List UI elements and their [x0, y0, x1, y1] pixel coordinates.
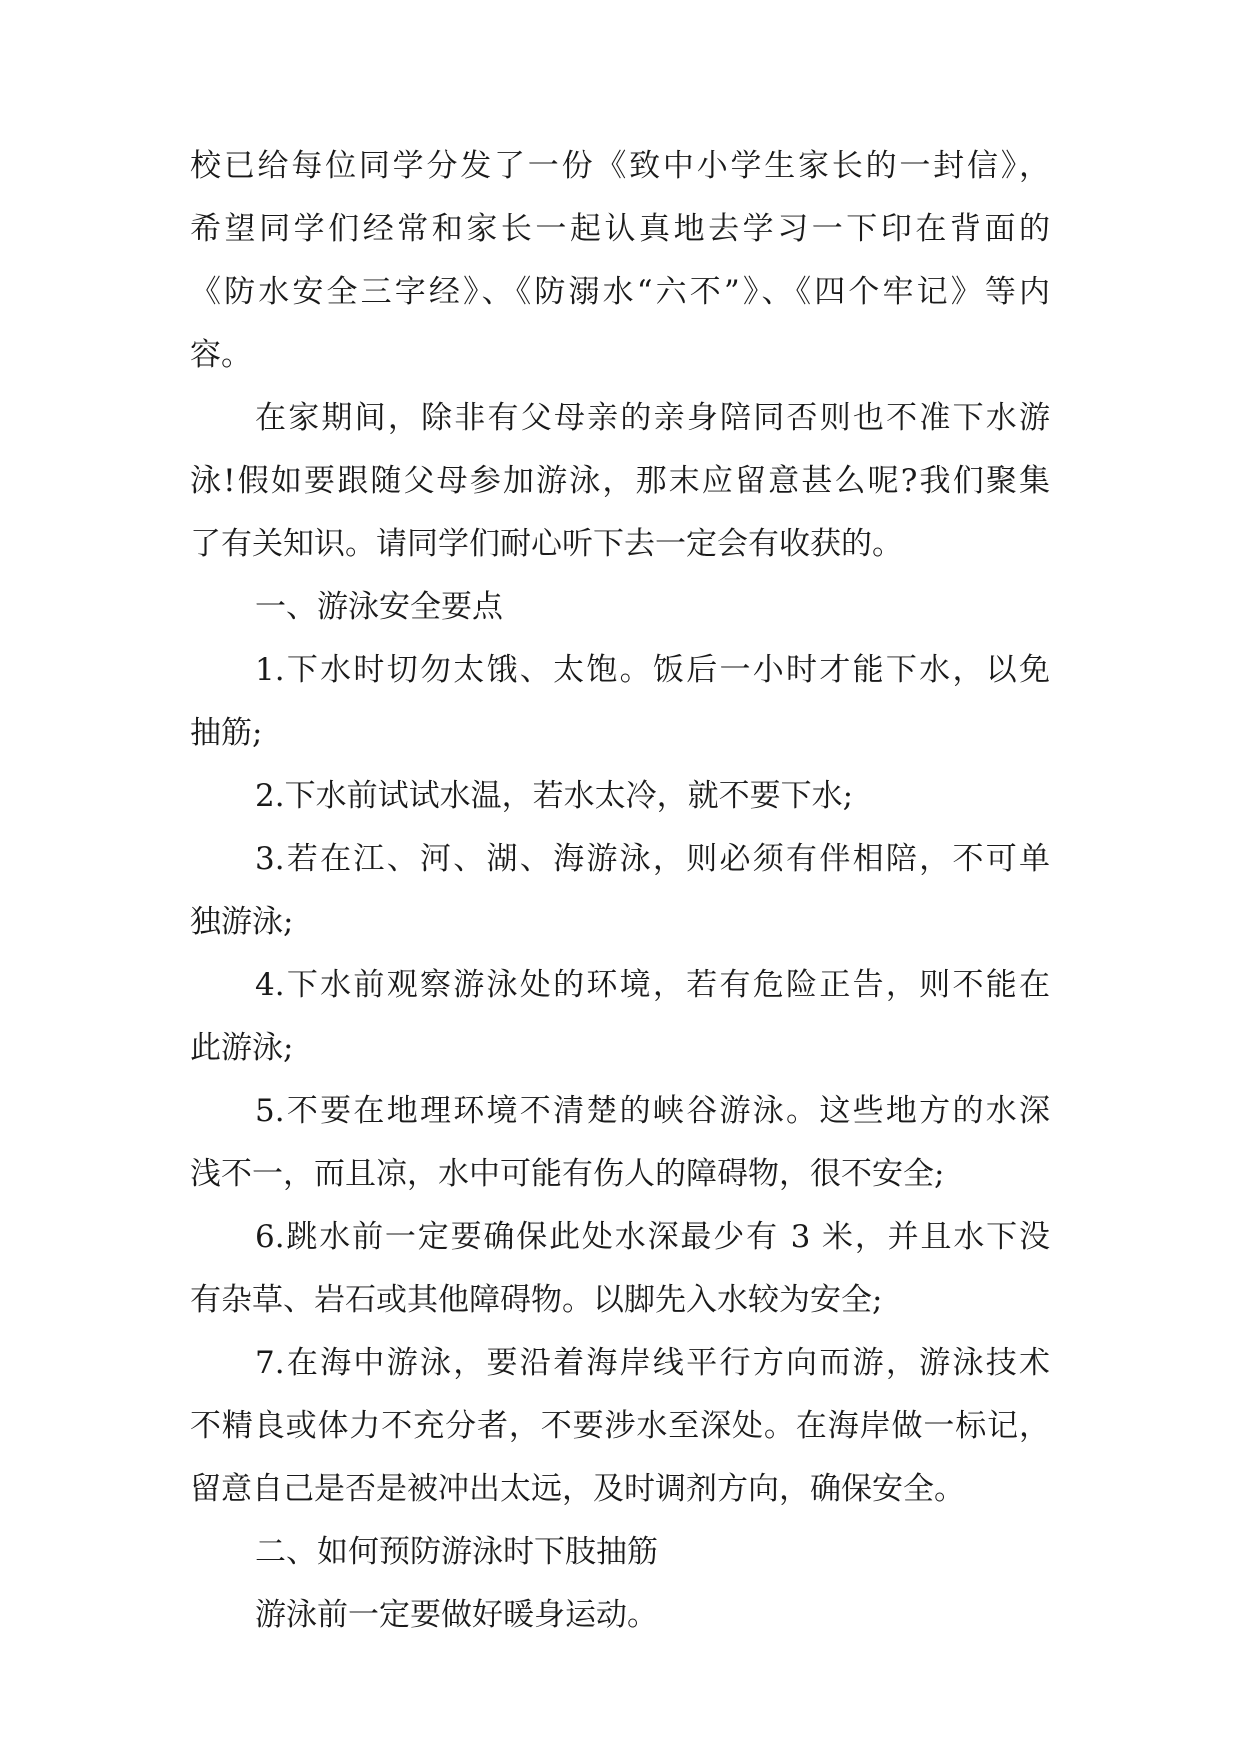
text-line: 《防水安全三字经》、《防溺水“六不”》、《四个牢记》等内 — [190, 274, 1050, 310]
list-item: 3.若在江、河、湖、海游泳，则必须有伴相陪，不可单 — [255, 841, 1050, 877]
text-line: 抽筋; — [190, 715, 263, 751]
list-item: 2.下水前试试水温，若水太冷，就不要下水; — [255, 778, 854, 814]
list-item: 7.在海中游泳，要沿着海岸线平行方向而游，游泳技术 — [255, 1345, 1050, 1381]
text-line: 浅不一，而且凉，水中可能有伤人的障碍物，很不安全; — [190, 1156, 945, 1192]
text-line: 不精良或体力不充分者，不要涉水至深处。在海岸做一标记， — [190, 1408, 1050, 1444]
text-line: 有杂草、岩石或其他障碍物。以脚先入水较为安全; — [190, 1282, 883, 1318]
text-line: 容。 — [190, 337, 252, 373]
text-line: 此游泳; — [190, 1030, 294, 1066]
text-line: 泳!假如要跟随父母参加游泳，那末应留意甚么呢?我们聚集 — [190, 463, 1050, 499]
list-item: 5.不要在地理环境不清楚的峡谷游泳。这些地方的水深 — [255, 1093, 1050, 1129]
text-line: 希望同学们经常和家长一起认真地去学习一下印在背面的 — [190, 211, 1050, 247]
section-heading: 二、如何预防游泳时下肢抽筋 — [255, 1534, 658, 1570]
list-item: 6.跳水前一定要确保此处水深最少有 3 米，并且水下没 — [255, 1219, 1050, 1255]
text-line: 在家期间，除非有父母亲的亲身陪同否则也不准下水游 — [255, 400, 1050, 436]
section-heading: 一、游泳安全要点 — [255, 589, 503, 625]
text-line: 独游泳; — [190, 904, 294, 940]
text-line: 游泳前一定要做好暖身运动。 — [255, 1597, 658, 1633]
text-line: 了有关知识。请同学们耐心听下去一定会有收获的。 — [190, 526, 903, 562]
text-line: 校已给每位同学分发了一份《致中小学生家长的一封信》， — [190, 148, 1050, 184]
list-item: 1.下水时切勿太饿、太饱。饭后一小时才能下水，以免 — [255, 652, 1050, 688]
text-line: 留意自己是否是被冲出太远，及时调剂方向，确保安全。 — [190, 1471, 965, 1507]
list-item: 4.下水前观察游泳处的环境，若有危险正告，则不能在 — [255, 967, 1050, 1003]
